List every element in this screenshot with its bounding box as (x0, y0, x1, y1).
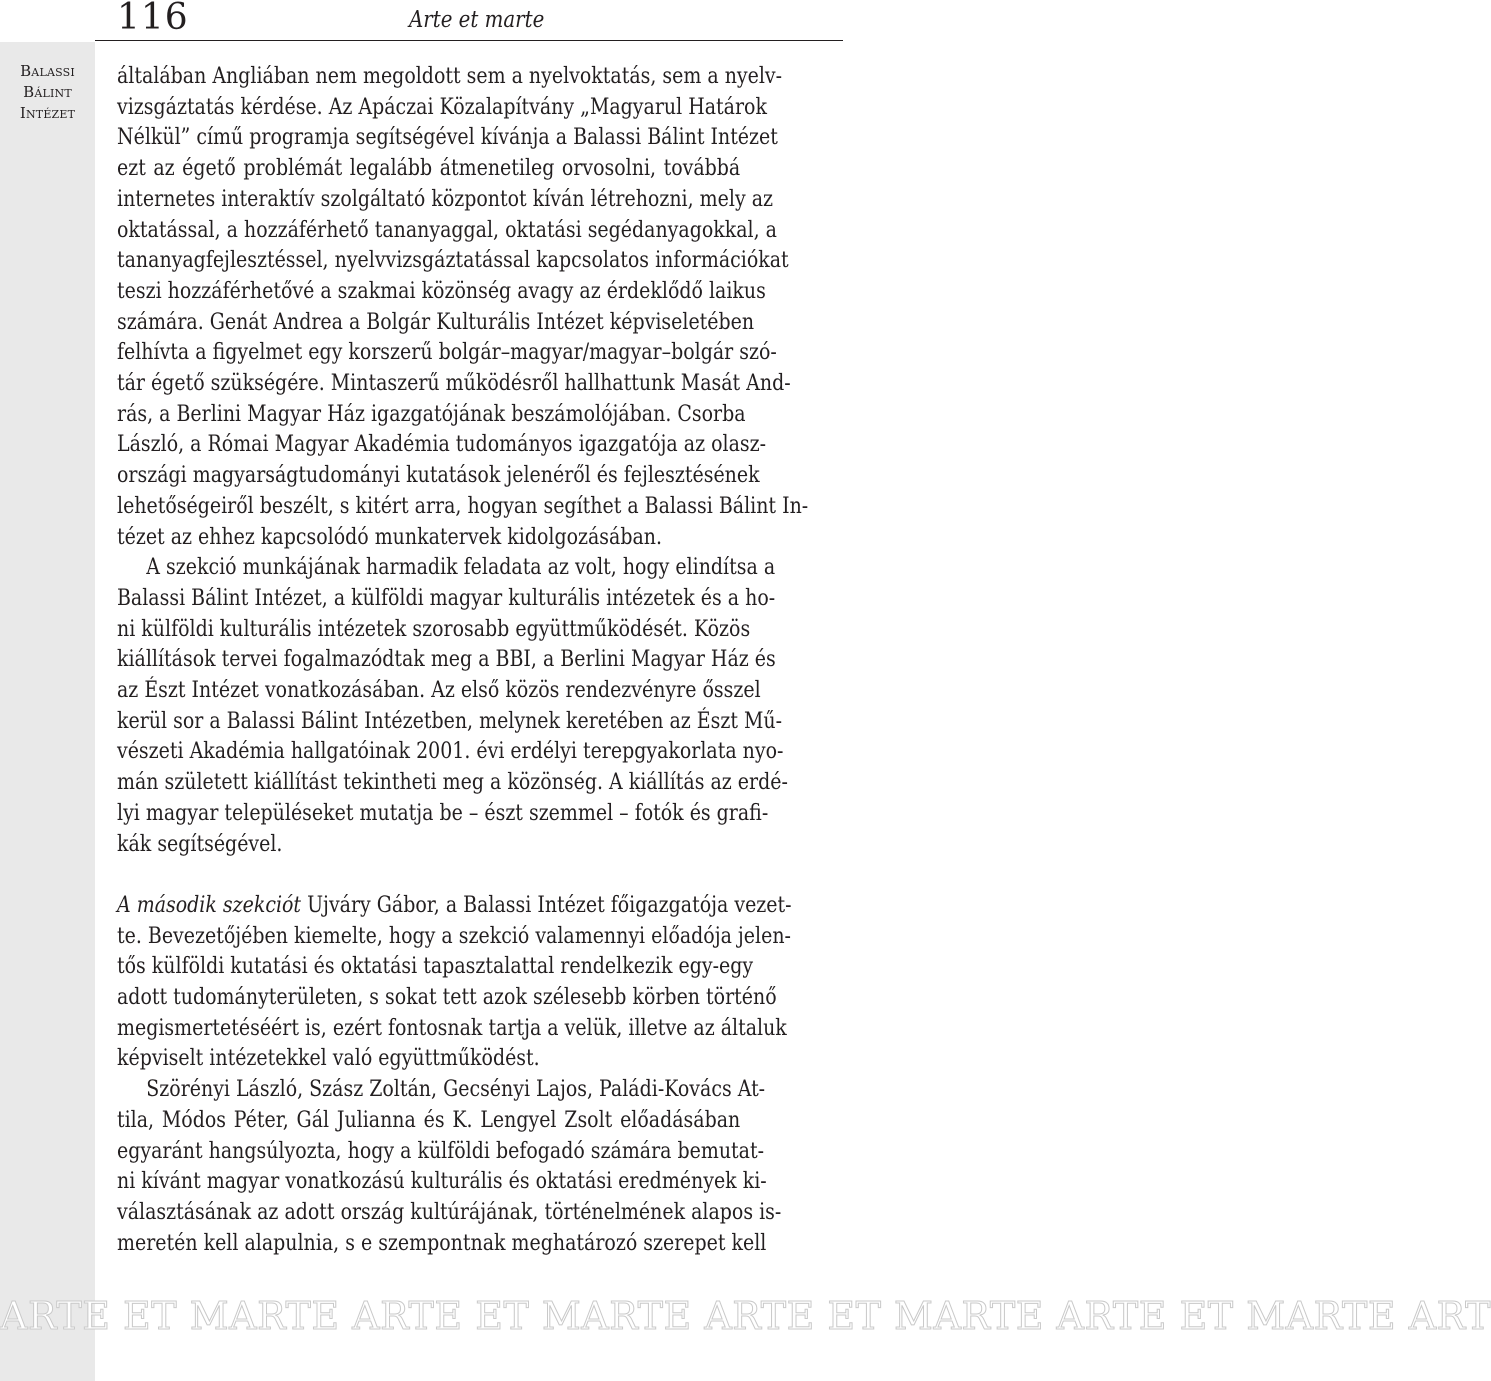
text-line: adott tudományterületen, s sokat tett azok szélesebb körben történő (117, 985, 777, 1011)
text-line: lehetőségeiről beszélt, s kitért arra, hogyan segíthet a Balassi Bálint In- (117, 493, 809, 519)
text-line: Nélkül” című programja segítségével kívánja a Balassi Bálint Intézet (117, 125, 778, 151)
text-line: oktatással, a hozzáférhető tananyaggal, oktatási segédanyagokkal, a (117, 217, 777, 243)
section-lead-italic: A második szekciót (117, 892, 302, 918)
paragraph-1 (117, 62, 840, 553)
text-line: te. Bevezetőjében kiemelte, hogy a szekció valamennyi előadója jelen- (117, 923, 791, 949)
institute-label-line: Bálint (23, 83, 72, 101)
institute-label-line: Balassi (20, 62, 75, 80)
text-line: felhívta a figyelmet egy korszerű bolgár–magyar/magyar–bolgár szó- (117, 340, 777, 366)
text-line: László, a Római Magyar Akadémia tudományos igazgatója az olasz- (117, 432, 767, 458)
text-line: rás, a Berlini Magyar Ház igazgatójának beszámolójában. Csorba (117, 401, 746, 427)
text-line: kiállítások tervei fogalmazódtak meg a BBI, a Berlini Magyar Ház és (117, 647, 776, 673)
left-margin-band (0, 42, 95, 1381)
text-line: tár égető szükségére. Mintaszerű működésről hallhattunk Masát And- (117, 371, 791, 397)
institute-label-line: Intézet (19, 104, 76, 122)
text-line: lyi magyar településeket mutatja be – észt szemmel – fotók és grafi- (117, 800, 769, 826)
institute-sidebar-label (0, 61, 95, 124)
text-line: internetes interaktív szolgáltató központot kíván létrehozni, mely az (117, 186, 773, 212)
text-line: megismertetéséért is, ezért fontosnak tartja a velük, illetve az általuk (117, 1015, 787, 1041)
text-line: tananyagfejlesztéssel, nyelvvizsgáztatással kapcsolatos információkat (117, 248, 789, 274)
page-number: 116 (117, 0, 189, 38)
text-line: tős külföldi kutatási és oktatási tapasztalattal rendelkezik egy-egy (117, 954, 754, 980)
text-line: egyaránt hangsúlyozta, hogy a külföldi befogadó számára bemutat- (117, 1138, 765, 1164)
text-line: meretén kell alapulnia, s e szempontnak meghatározó szerepet kell (117, 1230, 767, 1256)
text-line: kerül sor a Balassi Bálint Intézetben, melynek keretében az Észt Mű- (117, 708, 783, 734)
footer-wordmark: ARTE ET MARTE ARTE ET MARTE ARTE ET MARTE ARTE ET MARTE ART (0, 1294, 1491, 1338)
article-body (117, 62, 840, 1259)
text-line: tila, Módos Péter, Gál Julianna és K. Lengyel Zsolt előadásában (117, 1107, 741, 1133)
text-line: A szekció munkájának harmadik feladata az volt, hogy elindítsa a (146, 555, 776, 581)
text-line: általában Angliában nem megoldott sem a nyelvoktatás, sem a nyelv- (117, 64, 783, 89)
text-line: ni kívánt magyar vonatkozású kulturális és oktatási eredmények ki- (117, 1169, 767, 1195)
text-line: az Észt Intézet vonatkozásában. Az első közös rendezvényre ősszel (117, 678, 761, 704)
text-line: ezt az égető problémát legalább átmenetileg orvosolni, továbbá (117, 156, 741, 182)
text-line: Szörényi László, Szász Zoltán, Gecsényi Lajos, Paládi-Kovács At- (146, 1077, 766, 1103)
text-line (117, 891, 792, 922)
text-line: számára. Genát Andrea a Bolgár Kulturális Intézet képviseletében (117, 309, 755, 335)
paragraph-4 (117, 1075, 840, 1259)
text-line: képviselt intézetekkel való együttműködést. (117, 1046, 540, 1072)
running-head-title: Arte et marte (409, 7, 545, 33)
text-line: országi magyarságtudományi kutatások jelenéről és fejlesztésének (117, 463, 760, 489)
header-rule (95, 40, 843, 41)
section-gap (117, 860, 840, 891)
text-line: kák segítségével. (117, 831, 283, 857)
text-line: tézet az ehhez kapcsolódó munkatervek kidolgozásában. (117, 524, 663, 550)
section-lead-rest: Ujváry Gábor, a Balassi Intézet főigazgatója vezet- (301, 892, 792, 918)
paragraph-2 (117, 553, 840, 860)
text-line: Balassi Bálint Intézet, a külföldi magyar kulturális intézetek és a ho- (117, 585, 776, 611)
text-line: vészeti Akadémia hallgatóinak 2001. évi erdélyi terepgyakorlata nyo- (117, 739, 784, 765)
text-line: választásának az adott ország kultúrájának, történelmének alapos is- (117, 1200, 782, 1225)
paragraph-3 (117, 891, 840, 1075)
text-line: mán született kiállítást tekintheti meg a közönség. A kiállítás az erdé- (117, 770, 788, 796)
text-line: vizsgáztatás kérdése. Az Apáczai Közalapítvány „Magyarul Határok (117, 94, 767, 120)
text-line: teszi hozzáférhetővé a szakmai közönség avagy az érdeklődő laikus (117, 278, 766, 304)
text-line: ni külföldi kulturális intézetek szorosabb együttműködését. Közös (117, 616, 751, 642)
